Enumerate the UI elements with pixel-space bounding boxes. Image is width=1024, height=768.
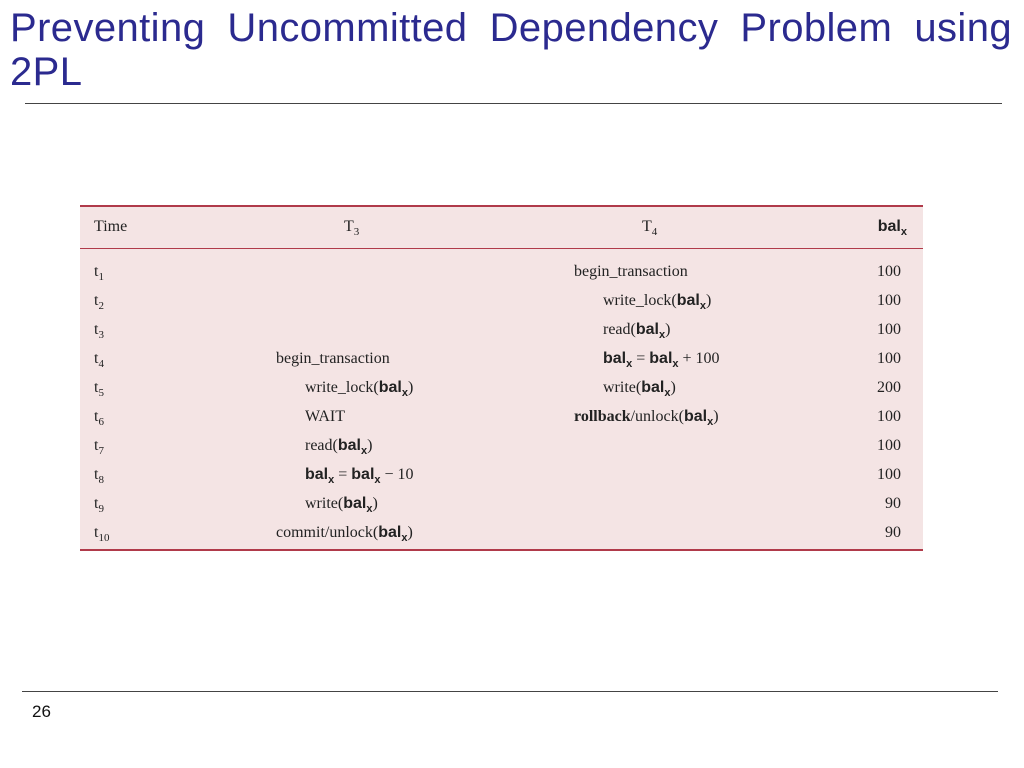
bal-cell: 90 — [885, 495, 901, 512]
header-divider — [80, 248, 923, 249]
bal-cell: 100 — [877, 466, 901, 483]
bal-cell: 90 — [885, 524, 901, 541]
t3-cell: write(bal$_x$) — [305, 495, 378, 515]
time-cell: $t_2$ — [94, 292, 104, 312]
time-cell: $t_5$ — [94, 379, 104, 399]
time-cell: $t_9$ — [94, 495, 104, 515]
table-row — [80, 263, 923, 292]
time-cell: $t_4$ — [94, 350, 104, 370]
title-divider — [25, 103, 1002, 104]
time-cell: $t_3$ — [94, 321, 104, 341]
t4-cell: begin_transaction — [574, 263, 688, 280]
table-row — [80, 379, 923, 408]
bal-cell: 100 — [877, 292, 901, 309]
bal-cell: 100 — [877, 263, 901, 280]
slide-title: Preventing Uncommitted Dependency Problem using 2PL — [10, 6, 1012, 94]
page-number: 26 — [32, 702, 51, 721]
t3-cell: bal$_x$ = bal$_x$ − 10 — [305, 466, 414, 486]
time-cell: $t_6$ — [94, 408, 104, 428]
bal-cell: 100 — [877, 408, 901, 425]
bal-cell: 100 — [877, 437, 901, 454]
footer-divider — [22, 691, 998, 692]
bal-cell: 100 — [877, 350, 901, 367]
table-row — [80, 495, 923, 524]
table-row — [80, 292, 923, 321]
header-balx: bal$_x$ — [877, 218, 907, 238]
table-row — [80, 437, 923, 466]
table-row — [80, 466, 923, 495]
t3-cell: begin_transaction — [276, 350, 390, 367]
table-row — [80, 524, 923, 553]
time-cell: $t_1$ — [94, 263, 104, 283]
t3-cell: WAIT — [305, 408, 345, 425]
t4-cell: bal$_x$ = bal$_x$ + 100 — [603, 350, 720, 370]
t4-cell: write_lock(bal$_x$) — [603, 292, 712, 312]
t3-cell: commit/unlock(bal$_x$) — [276, 524, 413, 544]
time-cell: $t_7$ — [94, 437, 104, 457]
table-row — [80, 408, 923, 437]
t3-cell: read(bal$_x$) — [305, 437, 373, 457]
table-row — [80, 350, 923, 379]
time-cell: $t_8$ — [94, 466, 104, 486]
time-cell: $t_{10}$ — [94, 524, 110, 544]
table-row — [80, 321, 923, 350]
bal-cell: 100 — [877, 321, 901, 338]
header-time: Time — [94, 218, 128, 235]
t3-cell: write_lock(bal$_x$) — [305, 379, 414, 399]
header-t4: $T_4$ — [642, 218, 658, 238]
t4-cell: read(bal$_x$) — [603, 321, 671, 341]
t4-cell: write(bal$_x$) — [603, 379, 676, 399]
bal-cell: 200 — [877, 379, 901, 396]
schedule-table — [80, 205, 923, 551]
t4-cell: rollback/unlock(bal$_x$) — [574, 408, 719, 428]
header-t3: $T_3$ — [344, 218, 360, 238]
